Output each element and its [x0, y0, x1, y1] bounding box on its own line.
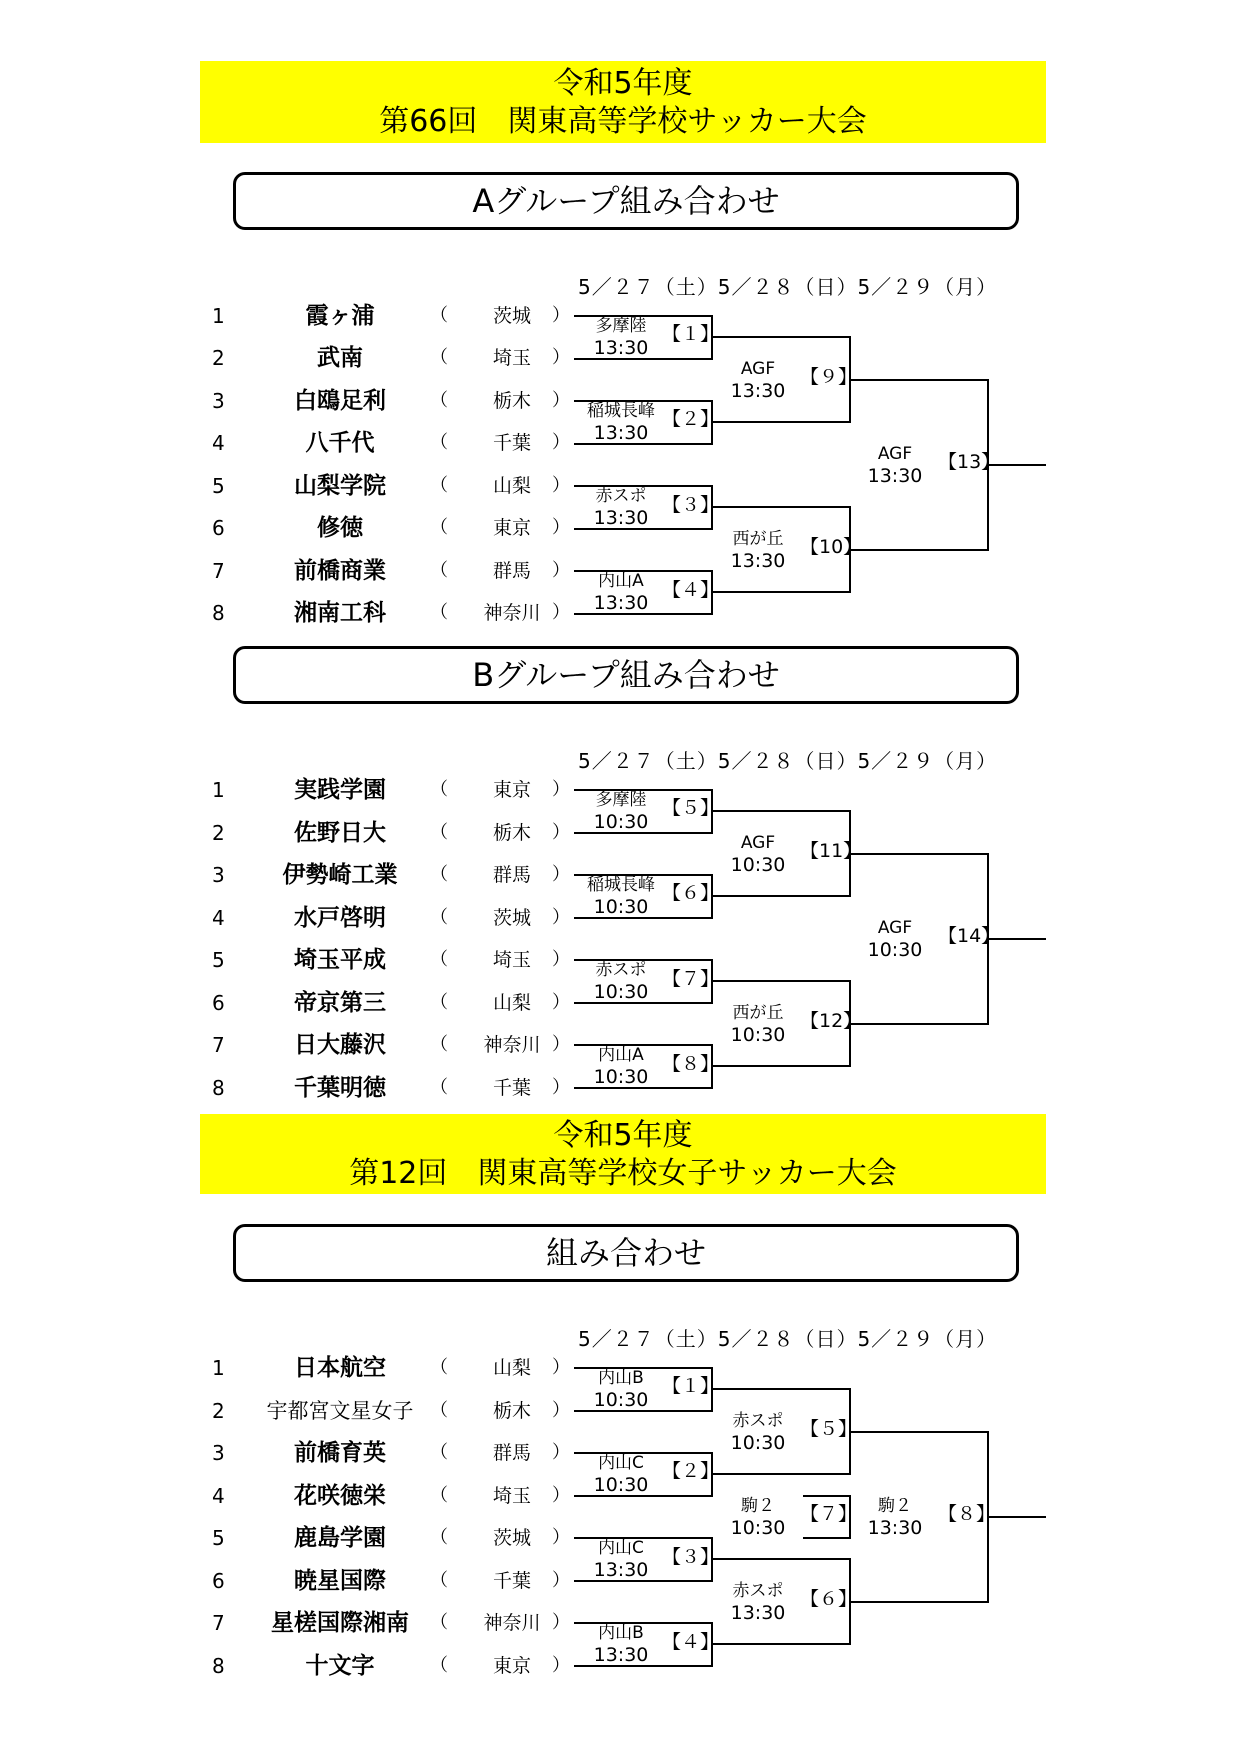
- match-time: 10:30: [593, 1066, 649, 1088]
- paren-open: （: [430, 1570, 448, 1591]
- match-time: 10:30: [593, 1474, 649, 1496]
- paren-open: （: [430, 864, 448, 885]
- team-name: 佐野日大: [294, 820, 386, 846]
- group-a-title: Aグループ組み合わせ: [233, 172, 1019, 230]
- match-time: 13:30: [593, 422, 649, 444]
- match-number: 【１】: [662, 1375, 720, 1397]
- paren-close: ）: [552, 1442, 570, 1463]
- match-number: 【６】: [800, 1588, 858, 1610]
- paren-open: （: [430, 1357, 448, 1378]
- match-number: 【14】: [938, 925, 1001, 947]
- team-prefecture: 山梨: [492, 475, 531, 497]
- bracket-line: [712, 1389, 850, 1474]
- team-name: 埼玉平成: [294, 947, 386, 973]
- banner-title: 第66回 関東高等学校サッカー大会: [379, 104, 867, 139]
- paren-close: ）: [552, 475, 570, 496]
- paren-open: （: [430, 602, 448, 623]
- team-prefecture: 神奈川: [483, 1612, 541, 1634]
- team-seed: 5: [212, 948, 225, 972]
- bracket-line: [574, 401, 712, 444]
- paren-close: ）: [552, 1655, 570, 1676]
- bracket-line: [712, 981, 850, 1066]
- team-name: 霞ヶ浦: [305, 303, 375, 329]
- paren-close: ）: [552, 1357, 570, 1378]
- team-name: 花咲徳栄: [294, 1483, 386, 1509]
- paren-close: ）: [552, 864, 570, 885]
- paren-open: （: [430, 1612, 448, 1633]
- match-time: 10:30: [593, 1389, 649, 1411]
- paren-close: ）: [552, 907, 570, 928]
- team-seed: 6: [212, 516, 225, 540]
- bracket-line: [574, 1045, 712, 1088]
- team-seed: 6: [212, 1569, 225, 1593]
- paren-close: ）: [552, 1527, 570, 1548]
- paren-open: （: [430, 1034, 448, 1055]
- team-prefecture: 東京: [492, 517, 531, 539]
- team-prefecture: 東京: [492, 779, 531, 801]
- bracket-line: [803, 1496, 850, 1538]
- match-time: 13:30: [593, 1644, 649, 1666]
- paren-close: ）: [552, 1034, 570, 1055]
- bracket-line: [850, 1432, 988, 1602]
- team-prefecture: 栃木: [492, 390, 531, 412]
- bracket-line: [712, 811, 850, 896]
- match-time: 10:30: [593, 896, 649, 918]
- paren-open: （: [430, 992, 448, 1013]
- team-name: 日本航空: [294, 1355, 386, 1381]
- team-name: 実践学園: [294, 777, 386, 803]
- match-venue: 赤スポ: [732, 1411, 784, 1431]
- team-seed: 6: [212, 991, 225, 1015]
- paren-open: （: [430, 1077, 448, 1098]
- match-venue: 稲城長峰: [587, 401, 655, 421]
- paren-close: ）: [552, 347, 570, 368]
- paren-close: ）: [552, 517, 570, 538]
- team-seed: 7: [212, 559, 225, 583]
- team-name: 暁星国際: [294, 1568, 386, 1594]
- team-seed: 3: [212, 389, 225, 413]
- match-venue: 内山C: [598, 1538, 644, 1558]
- team-prefecture: 山梨: [492, 992, 531, 1014]
- bracket-line: [712, 337, 850, 422]
- team-prefecture: 群馬: [492, 1442, 531, 1464]
- paren-close: ）: [552, 949, 570, 970]
- team-seed: 4: [212, 1484, 225, 1508]
- paren-close: ）: [552, 432, 570, 453]
- paren-close: ）: [552, 992, 570, 1013]
- bracket-line: [574, 1623, 712, 1666]
- match-number: 【12】: [800, 1010, 863, 1032]
- team-name: 鹿島学園: [294, 1525, 386, 1551]
- match-venue: AGF: [740, 359, 776, 379]
- team-seed: 1: [212, 778, 225, 802]
- bracket-line: [574, 1538, 712, 1581]
- group-b-title: Bグループ組み合わせ: [233, 646, 1019, 704]
- paren-open: （: [430, 1527, 448, 1548]
- match-time: 13:30: [593, 507, 649, 529]
- team-seed: 2: [212, 1399, 225, 1423]
- bracket-line: [574, 790, 712, 833]
- paren-open: （: [430, 517, 448, 538]
- paren-open: （: [430, 779, 448, 800]
- team-prefecture: 埼玉: [492, 949, 531, 971]
- paren-open: （: [430, 1655, 448, 1676]
- match-number: 【１】: [662, 323, 720, 345]
- paren-open: （: [430, 1442, 448, 1463]
- match-venue: 内山A: [598, 571, 644, 591]
- bracket-line: [850, 380, 988, 550]
- paren-open: （: [430, 390, 448, 411]
- team-seed: 4: [212, 431, 225, 455]
- paren-close: ）: [552, 305, 570, 326]
- bracket-line: [574, 316, 712, 359]
- team-name: 武南: [317, 345, 363, 371]
- match-time: 13:30: [730, 550, 786, 572]
- banner-title: 第12回 関東高等学校女子サッカー大会: [349, 1156, 897, 1191]
- team-seed: 8: [212, 601, 225, 625]
- paren-open: （: [430, 475, 448, 496]
- match-venue: 西が丘: [732, 529, 784, 549]
- team-seed: 1: [212, 1356, 225, 1380]
- match-venue: 西が丘: [732, 1003, 784, 1023]
- team-name: 帝京第三: [294, 990, 386, 1016]
- team-seed: 2: [212, 346, 225, 370]
- match-venue: 内山A: [598, 1045, 644, 1065]
- match-venue: 駒２: [741, 1496, 775, 1516]
- team-prefecture: 茨城: [492, 1527, 531, 1549]
- team-name: 修徳: [317, 515, 363, 541]
- team-name: 白鴎足利: [294, 388, 386, 414]
- match-time: 10:30: [730, 854, 786, 876]
- match-number: 【３】: [662, 1546, 720, 1568]
- paren-open: （: [430, 432, 448, 453]
- team-prefecture: 千葉: [492, 1570, 531, 1592]
- team-name: 前橋商業: [294, 558, 386, 584]
- match-time: 13:30: [593, 592, 649, 614]
- team-prefecture: 千葉: [492, 1077, 531, 1099]
- paren-open: （: [430, 1400, 448, 1421]
- team-prefecture: 群馬: [492, 864, 531, 886]
- team-seed: 3: [212, 863, 225, 887]
- bracket-line: [574, 571, 712, 614]
- paren-close: ）: [552, 560, 570, 581]
- group-b-dates: 5／２７（土）5／２８（日）5／２９（月）: [578, 749, 998, 773]
- paren-close: ）: [552, 1612, 570, 1633]
- team-prefecture: 栃木: [492, 822, 531, 844]
- team-prefecture: 栃木: [492, 1400, 531, 1422]
- team-prefecture: 山梨: [492, 1357, 531, 1379]
- paren-open: （: [430, 949, 448, 970]
- match-venue: AGF: [877, 918, 913, 938]
- match-venue: 内山B: [598, 1623, 644, 1643]
- match-venue: 内山C: [598, 1453, 644, 1473]
- team-seed: 8: [212, 1076, 225, 1100]
- match-time: 13:30: [730, 1602, 786, 1624]
- match-time: 13:30: [867, 1517, 923, 1539]
- team-prefecture: 群馬: [492, 560, 531, 582]
- team-prefecture: 茨城: [492, 907, 531, 929]
- team-name: 水戸啓明: [294, 905, 386, 931]
- paren-close: ）: [552, 602, 570, 623]
- match-number: 【９】: [800, 366, 858, 388]
- team-name: 伊勢崎工業: [282, 862, 398, 888]
- team-prefecture: 埼玉: [492, 347, 531, 369]
- team-prefecture: 千葉: [492, 432, 531, 454]
- match-venue: 多摩陸: [595, 790, 647, 810]
- match-number: 【２】: [662, 408, 720, 430]
- match-venue: 多摩陸: [595, 316, 647, 336]
- paren-open: （: [430, 907, 448, 928]
- team-name: 宇都宮文星女子: [266, 1399, 414, 1423]
- team-name: 八千代: [305, 430, 375, 456]
- match-time: 10:30: [867, 939, 923, 961]
- team-seed: 7: [212, 1033, 225, 1057]
- paren-close: ）: [552, 1400, 570, 1421]
- match-time: 10:30: [593, 981, 649, 1003]
- match-number: 【13】: [938, 451, 1001, 473]
- bracket-line: [574, 875, 712, 918]
- team-prefecture: 神奈川: [483, 1034, 541, 1056]
- paren-close: ）: [552, 390, 570, 411]
- paren-open: （: [430, 822, 448, 843]
- team-name: 前橋育英: [294, 1440, 386, 1466]
- team-prefecture: 茨城: [492, 305, 531, 327]
- paren-close: ）: [552, 1485, 570, 1506]
- match-number: 【８】: [662, 1053, 720, 1075]
- team-prefecture: 埼玉: [492, 1485, 531, 1507]
- match-number: 【５】: [800, 1418, 858, 1440]
- match-venue: 内山B: [598, 1368, 644, 1388]
- paren-open: （: [430, 560, 448, 581]
- team-seed: 4: [212, 906, 225, 930]
- girls-group-dates: 5／２７（土）5／２８（日）5／２９（月）: [578, 1327, 998, 1351]
- team-name: 山梨学院: [294, 473, 386, 499]
- girls-group-title: 組み合わせ: [233, 1224, 1019, 1282]
- bracket-line: [712, 507, 850, 592]
- match-number: 【２】: [662, 1460, 720, 1482]
- match-venue: 駒２: [878, 1496, 912, 1516]
- match-number: 【10】: [800, 536, 863, 558]
- team-seed: 7: [212, 1611, 225, 1635]
- match-number: 【６】: [662, 882, 720, 904]
- paren-open: （: [430, 305, 448, 326]
- bracket-line: [574, 960, 712, 1003]
- match-number: 【５】: [662, 797, 720, 819]
- team-name: 千葉明徳: [294, 1075, 386, 1101]
- match-number: 【11】: [800, 840, 863, 862]
- match-time: 13:30: [593, 337, 649, 359]
- match-time: 10:30: [730, 1517, 786, 1539]
- team-name: 日大藤沢: [294, 1032, 386, 1058]
- match-venue: 赤スポ: [732, 1581, 784, 1601]
- paren-open: （: [430, 1485, 448, 1506]
- match-time: 13:30: [593, 1559, 649, 1581]
- bracket-line: [850, 854, 988, 1024]
- match-time: 10:30: [730, 1432, 786, 1454]
- match-venue: 稲城長峰: [587, 875, 655, 895]
- team-seed: 5: [212, 1526, 225, 1550]
- team-seed: 5: [212, 474, 225, 498]
- team-prefecture: 東京: [492, 1655, 531, 1677]
- match-number: 【３】: [662, 494, 720, 516]
- paren-close: ）: [552, 1570, 570, 1591]
- bracket-line: [712, 1559, 850, 1644]
- team-name: 湘南工科: [294, 600, 386, 626]
- match-number: 【７】: [800, 1503, 858, 1525]
- paren-close: ）: [552, 1077, 570, 1098]
- team-seed: 3: [212, 1441, 225, 1465]
- paren-open: （: [430, 347, 448, 368]
- match-number: 【４】: [662, 579, 720, 601]
- banner-year: 令和5年度: [553, 1118, 693, 1153]
- match-time: 10:30: [730, 1024, 786, 1046]
- group-a-dates: 5／２７（土）5／２８（日）5／２９（月）: [578, 275, 998, 299]
- match-number: 【７】: [662, 968, 720, 990]
- team-seed: 8: [212, 1654, 225, 1678]
- bracket-line: [574, 486, 712, 529]
- match-venue: AGF: [877, 444, 913, 464]
- match-time: 10:30: [593, 811, 649, 833]
- match-number: 【８】: [938, 1503, 996, 1525]
- banner-year: 令和5年度: [553, 66, 693, 101]
- bracket-line: [574, 1368, 712, 1411]
- team-seed: 1: [212, 304, 225, 328]
- bracket-line: [574, 1453, 712, 1496]
- match-venue: 赤スポ: [595, 960, 647, 980]
- paren-close: ）: [552, 779, 570, 800]
- match-number: 【４】: [662, 1631, 720, 1653]
- team-prefecture: 神奈川: [483, 602, 541, 624]
- team-name: 星槎国際湘南: [271, 1610, 409, 1636]
- paren-close: ）: [552, 822, 570, 843]
- match-time: 13:30: [730, 380, 786, 402]
- match-venue: 赤スポ: [595, 486, 647, 506]
- team-seed: 2: [212, 821, 225, 845]
- match-venue: AGF: [740, 833, 776, 853]
- match-time: 13:30: [867, 465, 923, 487]
- team-name: 十文字: [305, 1653, 375, 1679]
